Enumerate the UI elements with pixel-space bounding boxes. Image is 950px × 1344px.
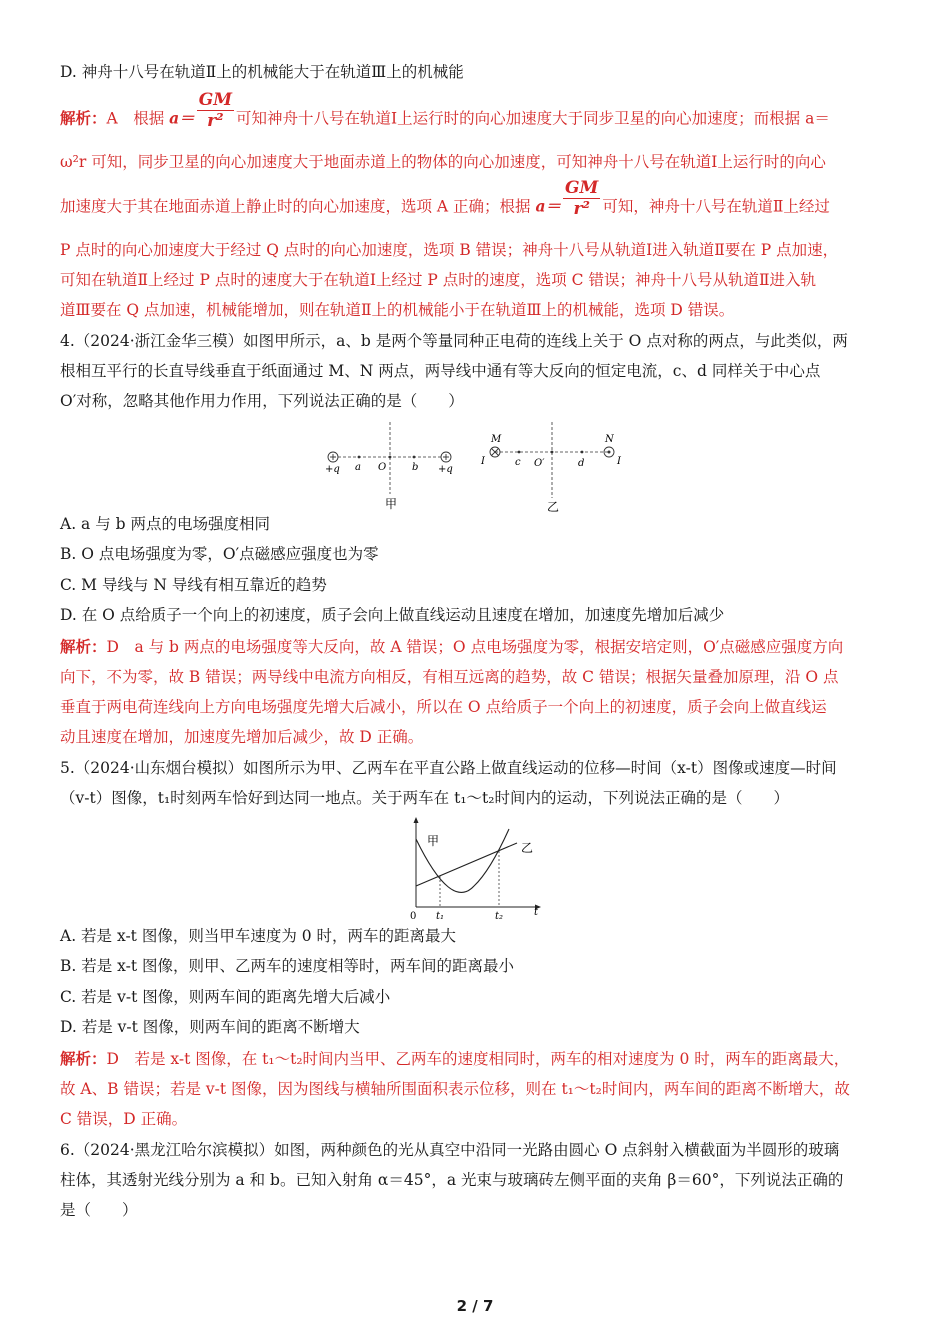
line-yi-label: 乙 <box>521 841 534 855</box>
point-o-label: O <box>378 462 387 473</box>
q5-graph-figure <box>403 815 553 923</box>
q3-analysis-line6: 道Ⅲ要在 Q 点加速，机械能增加，则在轨道Ⅱ上的机械能小于在轨道Ⅲ上的机械能，选项 D 错误。 <box>60 301 735 319</box>
q5-option-c: C. 若是 v-t 图像，则两车间的距离先增大后减小 <box>60 988 391 1006</box>
curve-jia-label: 甲 <box>427 834 440 848</box>
q5-analysis-line3: C 错误，D 正确。 <box>60 1110 188 1128</box>
q4-analysis-line4: 动且速度在增加，加速度先增加后减少，故 D 正确。 <box>60 728 424 746</box>
q4-option-b: B. O 点电场强度为零，O′点磁感应强度也为零 <box>60 545 379 563</box>
q3-analysis-line4: P 点时的向心加速度大于经过 Q 点时的向心加速度，选项 B 错误；神舟十八号从轨道Ⅰ进入轨道Ⅱ要在 P 点加速， <box>60 241 839 259</box>
wire-n-label: N <box>605 434 614 445</box>
q3-option-d: D. 神舟十八号在轨道Ⅱ上的机械能大于在轨道Ⅲ上的机械能 <box>60 63 464 81</box>
figure-caption-jia: 甲 <box>385 497 398 511</box>
current-left-label: I <box>481 456 485 467</box>
q3-analysis-line3: 加速度大于其在地面赤道上静止时的向心加速度，选项 A 正确；根据 a＝ $\frac{GM}{\text{r²}}$ 可知，神舟十八号在轨道Ⅱ上经过 <box>60 178 830 219</box>
point-c-label: c <box>515 457 521 468</box>
point-d-label: d <box>578 458 585 469</box>
point-a-label: a <box>355 462 361 473</box>
q4-stem-line1: 4.（2024·浙江金华三模）如图甲所示，a、b 是两个等量同种正电荷的连线上关于 O 点对称的两点，与此类似，两 <box>60 332 848 350</box>
q4-stem-line3: O′对称，忽略其他作用力作用，下列说法正确的是（ ） <box>60 392 464 410</box>
q5-stem-line2: （v-t）图像，t₁时刻两车恰好到达同一地点。关于两车在 t₁～t₂时间内的运动，下列说法正确的是（ ） <box>60 789 789 807</box>
q4-analysis-line1: 解析：D a 与 b 两点的电场强度等大反向，故 A 错误；O 点电场强度为零，根据安培定则，O′点磁感应强度方向 <box>60 637 844 656</box>
q5-option-d: D. 若是 v-t 图像，则两车间的距离不断增大 <box>60 1018 360 1036</box>
q5-option-b: B. 若是 x-t 图像，则甲、乙两车的速度相等时，两车间的距离最小 <box>60 957 515 975</box>
q5-analysis-line2: 故 A、B 错误；若是 v-t 图像，因为图线与横轴所围面积表示位移，则在 t₁～t₂时间内，两车间的距离不断增大，故 <box>60 1080 850 1098</box>
q4-analysis-line3: 垂直于两电荷连线向上方向电场强度先增大后减小，所以在 O 点给质子一个向上的初速度，质子会向上做直线运 <box>60 698 827 716</box>
formula-fraction: $\frac{GM}{\text{r²}}$ <box>565 178 599 219</box>
q4-option-d: D. 在 O 点给质子一个向上的初速度，质子会向上做直线运动且速度在增加，加速度先增加后减少 <box>60 606 725 624</box>
charge-right-label: +q <box>438 464 453 475</box>
page-number: 2 / 7 <box>456 1297 494 1315</box>
q4-option-c: C. M 导线与 N 导线有相互靠近的趋势 <box>60 576 327 594</box>
point-b-label: b <box>412 462 419 473</box>
q5-stem-line1: 5.（2024·山东烟台模拟）如图所示为甲、乙两车在平直公路上做直线运动的位移—时间（x-t）图像或速度—时间 <box>60 759 837 777</box>
q5-analysis-line1: 解析：D 若是 x-t 图像，在 t₁～t₂时间内当甲、乙两车的速度相同时，两车的相对速度为 0 时，两车的距离最大， <box>60 1049 850 1068</box>
t-axis-label: t <box>534 907 539 918</box>
q6-stem-line2: 柱体，其透射光线分别为 a 和 b。已知入射角 α＝45°，a 光束与玻璃砖左侧平面的夹角 β＝60°，下列说法正确的 <box>60 1171 844 1189</box>
q6-stem-line1: 6.（2024·黑龙江哈尔滨模拟）如图，两种颜色的光从真空中沿同一光路由圆心 O 点斜射入横截面为半圆形的玻璃 <box>60 1141 840 1159</box>
analysis-label: 解析： <box>60 108 107 128</box>
q6-stem-line3: 是（ ） <box>60 1201 138 1219</box>
q3-analysis-line2: ω²r 可知，同步卫星的向心加速度大于地面赤道上的物体的向心加速度，可知神舟十八号在轨道Ⅰ上运行时的向心 <box>60 153 826 171</box>
q5-option-a: A. 若是 x-t 图像，则当甲车速度为 0 时，两车的距离最大 <box>60 927 457 945</box>
q4-figure <box>315 422 635 517</box>
origin-label: 0 <box>410 911 417 922</box>
point-o-prime-label: O′ <box>534 458 545 469</box>
q3-analysis-line1: 解析：A 根据 a＝ $\frac{GM}{\text{r²}}$ 可知神舟十八号在轨道Ⅰ上运行时的向心加速度大于同步卫星的向心加速度；而根据 a＝ <box>60 90 830 131</box>
formula-fraction: $\frac{GM}{\text{r²}}$ <box>198 90 233 131</box>
current-right-label: I <box>617 456 621 467</box>
q3-analysis-line5: 可知在轨道Ⅱ上经过 P 点时的速度大于在轨道Ⅰ上经过 P 点时的速度，选项 C 错误；神舟十八号从轨道Ⅱ进入轨 <box>60 271 816 289</box>
figure-caption-yi: 乙 <box>547 500 560 514</box>
charge-left-label: +q <box>325 464 340 475</box>
q4-analysis-line2: 向下，不为零，故 B 错误；两导线中电流方向相反，有相互远离的趋势，故 C 错误；根据矢量叠加原理，沿 O 点 <box>60 668 839 686</box>
t1-label: t₁ <box>436 911 445 922</box>
analysis-label: 解析： <box>60 1049 107 1068</box>
q4-option-a: A. a 与 b 两点的电场强度相同 <box>60 515 270 533</box>
wire-m-label: M <box>491 434 502 445</box>
t2-label: t₂ <box>495 911 504 922</box>
q4-stem-line2: 根相互平行的长直导线垂直于纸面通过 M、N 两点，两导线中通有等大反向的恒定电流，c、d 同样关于中心点 <box>60 362 821 380</box>
analysis-label: 解析： <box>60 637 107 656</box>
